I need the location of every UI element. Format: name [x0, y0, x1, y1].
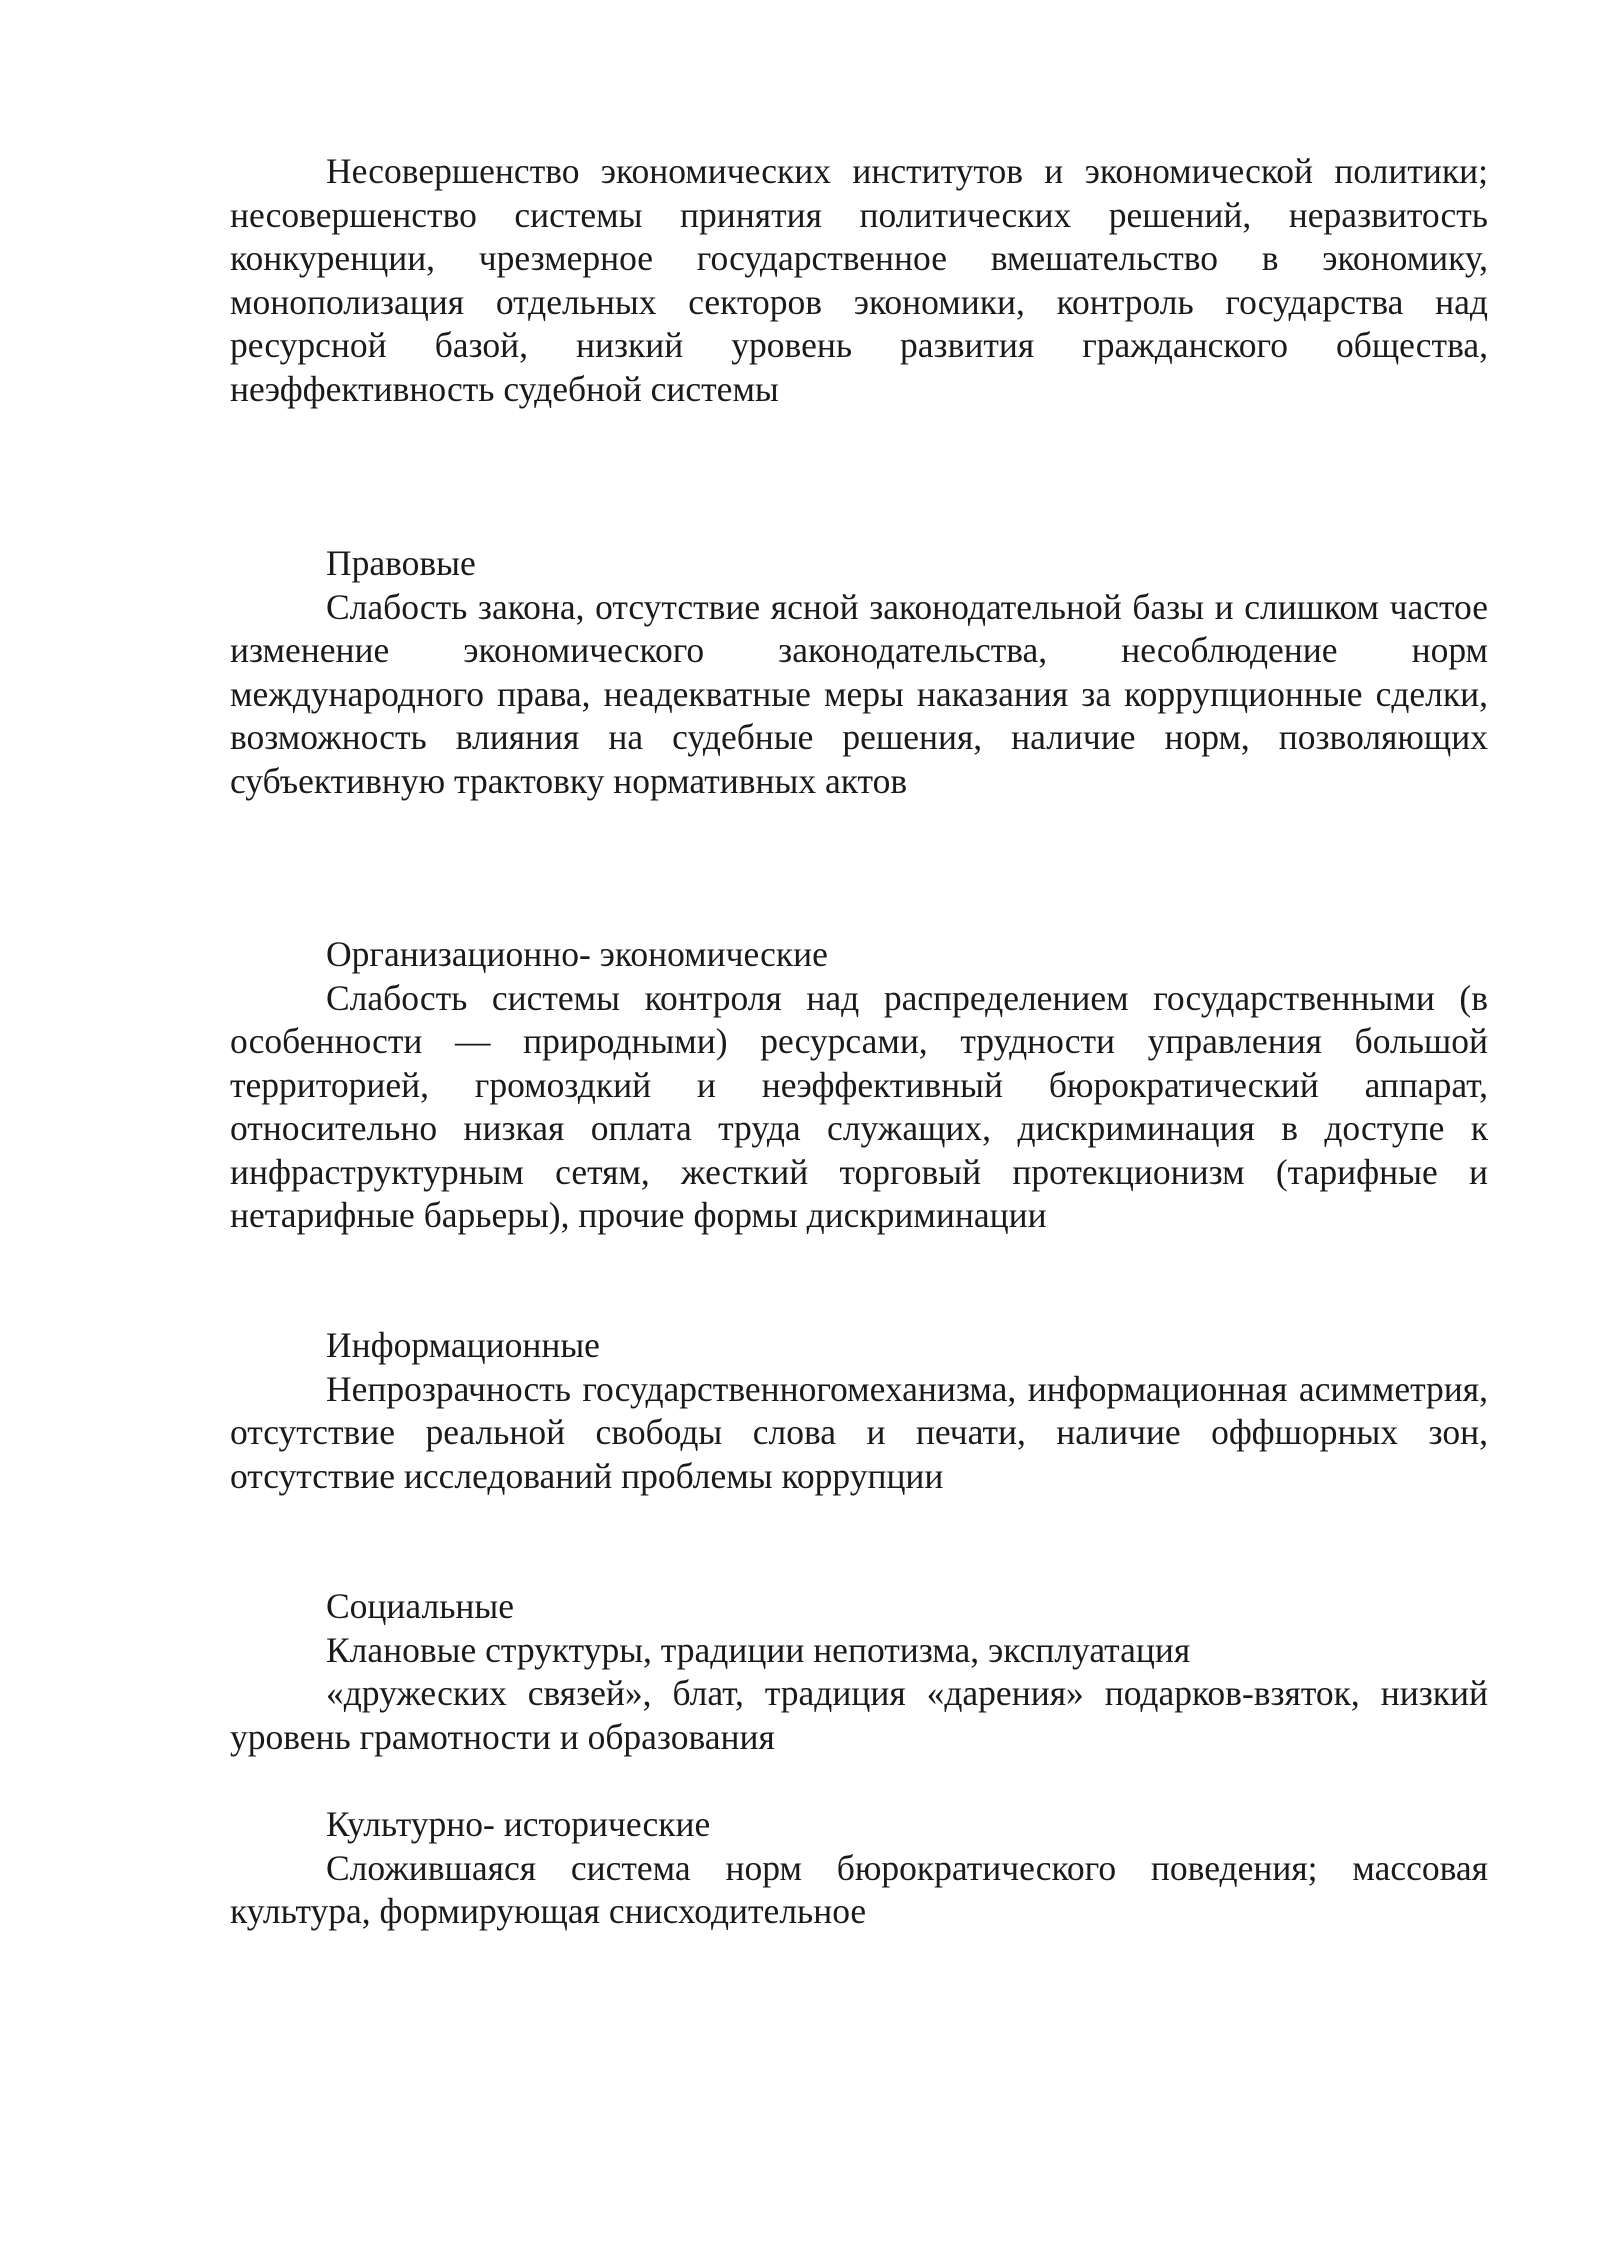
section-organizational: [230, 933, 1488, 1238]
paragraph-cultural: Сложившаяся система норм бюрократического поведения; массовая культура, формирующая снисходительное: [230, 1847, 1488, 1931]
heading-legal: Правовые: [326, 543, 476, 583]
paragraph-organizational: Слабость системы контроля над распределением государственными (в особенности — природными) ресурсами, трудности управления большой территорией, громоздкий и неэффективный бюрократический аппарат, относительно низкая оплата труда служащих, дискриминация в доступе к инфраструктурным сетям, жесткий торговый протекционизм (тарифные и нетарифные барьеры), прочие формы дискриминации: [230, 977, 1488, 1235]
section-informational: [230, 1324, 1488, 1498]
paragraph-legal: Слабость закона, отсутствие ясной законодательной базы и слишком частое изменение экономического законодательства, несоблюдение норм международного права, неадекватные меры наказания за коррупционные сделки, возможность влияния на судебные решения, наличие норм, позволяющих субъективную трактовку нормативных актов: [230, 586, 1488, 801]
paragraph-social: «дружеских связей», блат, традиция «дарения» подарков-взяток, низкий уровень грамотности и образования: [230, 1673, 1488, 1757]
heading-organizational: Организационно- экономические: [326, 934, 828, 974]
paragraph-informational: Непрозрачность государственногомеханизма, информационная асимметрия, отсутствие реальной свободы слова и печати, наличие оффшорных зон, отсутствие исследований проблемы коррупции: [230, 1368, 1488, 1496]
section-economic: [230, 150, 1488, 411]
section-cultural: [230, 1803, 1488, 1934]
heading-social: Социальные: [326, 1586, 515, 1626]
paragraph-economic: Несовершенство экономических институтов и экономической политики; несовершенство системы принятия политических решений, неразвитость конкуренции, чрезмерное государственное вмешательство в экономику, монополизация отдельных секторов экономики, контроль государства над ресурсной базой, низкий уровень развития гражданского общества, неэффективность судебной системы: [230, 151, 1488, 409]
paragraph-social-first-line: Клановые структуры, традиции непотизма, эксплуатация: [326, 1629, 1191, 1670]
section-legal: [230, 542, 1488, 803]
heading-cultural: Культурно- исторические: [326, 1804, 711, 1844]
section-social: [230, 1585, 1488, 1759]
heading-informational: Информационные: [326, 1325, 600, 1365]
